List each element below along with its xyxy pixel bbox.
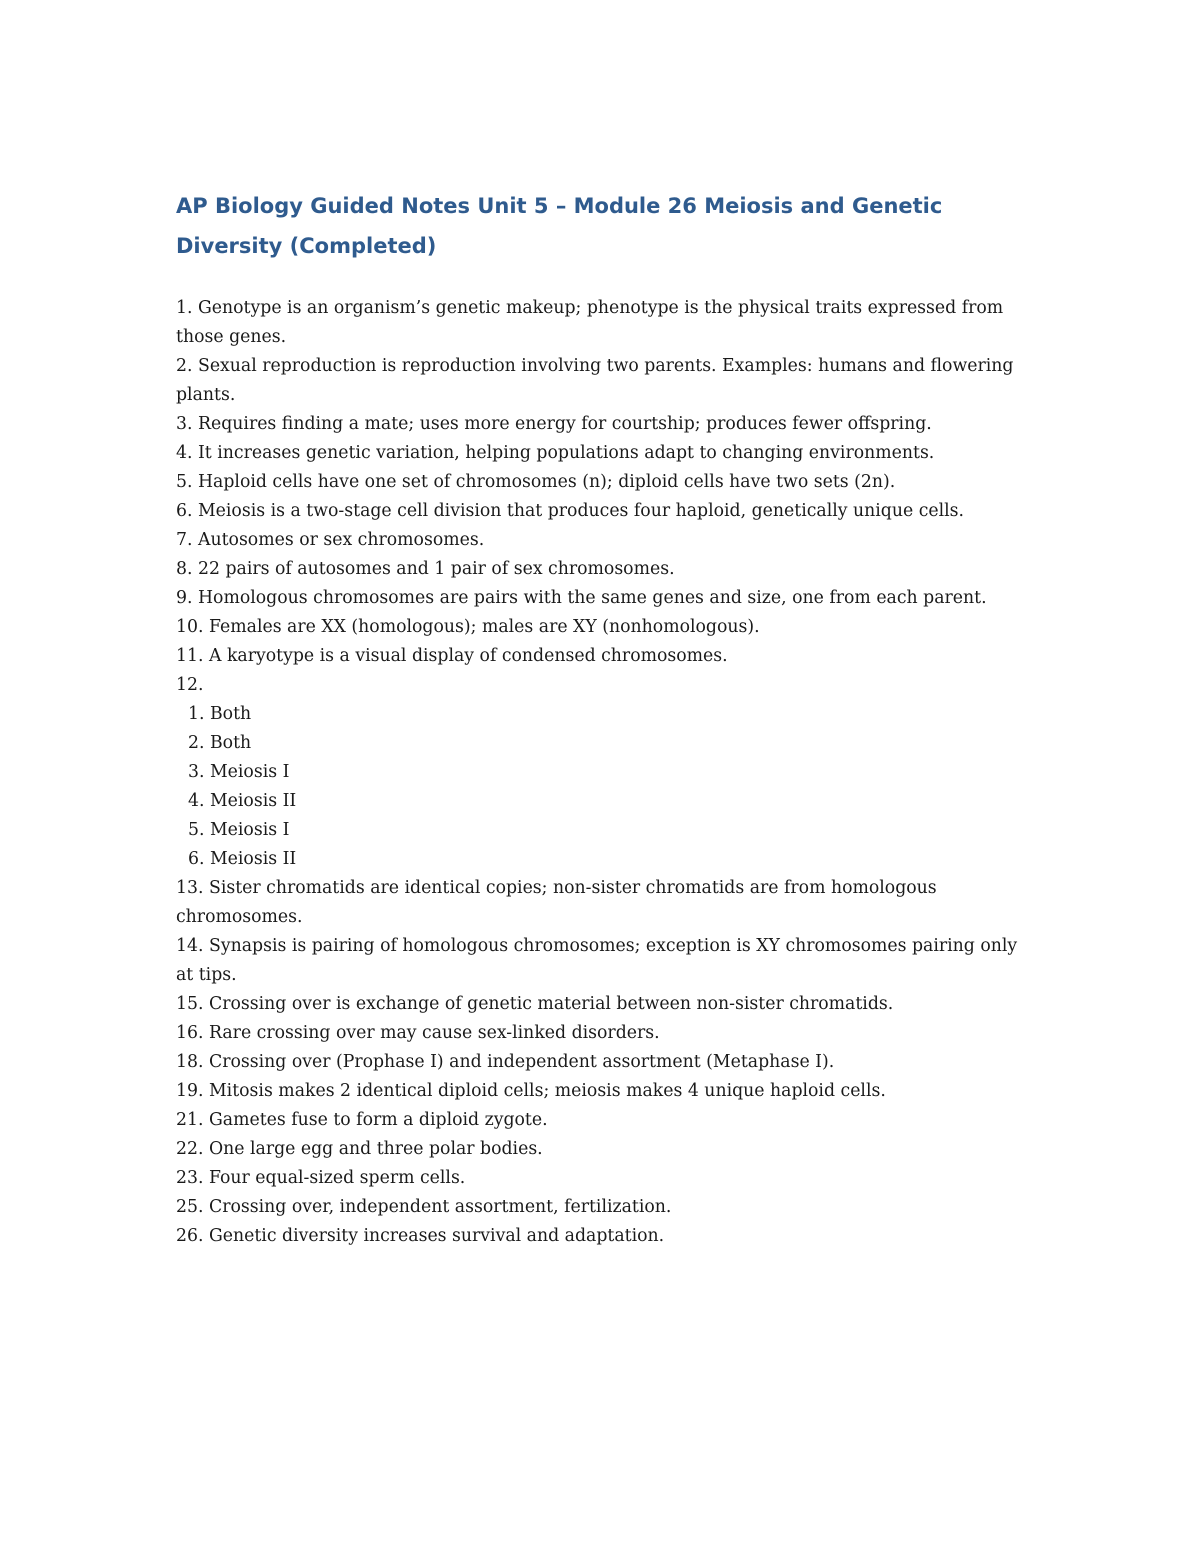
list-item: 2. Sexual reproduction is reproduction involving two parents. Examples: humans and flowering plants. (176, 356, 1014, 405)
list-item: 7. Autosomes or sex chromosomes. (176, 530, 485, 550)
list-item: 3. Requires finding a mate; uses more energy for courtship; produces fewer offspring. (176, 414, 932, 434)
sub-list-item: 4. Meiosis II (188, 791, 297, 811)
list-item: 22. One large egg and three polar bodies. (176, 1139, 543, 1159)
list-item: 13. Sister chromatids are identical copies; non-sister chromatids are from homologous chromosomes. (176, 878, 937, 927)
sub-list-item: 3. Meiosis I (188, 762, 290, 782)
list-item: 19. Mitosis makes 2 identical diploid cells; meiosis makes 4 unique haploid cells. (176, 1081, 886, 1101)
list-item: 21. Gametes fuse to form a diploid zygote. (176, 1110, 548, 1130)
list-item: 5. Haploid cells have one set of chromosomes (n); diploid cells have two sets (2n). (176, 472, 896, 492)
list-item: 15. Crossing over is exchange of genetic material between non-sister chromatids. (176, 994, 894, 1014)
list-item: 4. It increases genetic variation, helping populations adapt to changing environments. (176, 443, 935, 463)
list-item: 9. Homologous chromosomes are pairs with the same genes and size, one from each parent. (176, 588, 987, 608)
sub-list-item: 2. Both (188, 733, 252, 753)
list-item: 23. Four equal-sized sperm cells. (176, 1168, 466, 1188)
sub-list-item: 1. Both (188, 704, 252, 724)
sub-list (176, 700, 1036, 874)
list-item: 6. Meiosis is a two-stage cell division that produces four haploid, genetically unique cells. (176, 501, 965, 521)
list-item: 8. 22 pairs of autosomes and 1 pair of sex chromosomes. (176, 559, 675, 579)
notes-list (176, 294, 1036, 1251)
list-item: 11. A karyotype is a visual display of condensed chromosomes. (176, 646, 728, 666)
list-item-label: 12. (176, 675, 204, 695)
list-item: 26. Genetic diversity increases survival and adaptation. (176, 1226, 665, 1246)
sub-list-item: 6. Meiosis II (188, 849, 297, 869)
list-item: 25. Crossing over, independent assortment, fertilization. (176, 1197, 672, 1217)
list-item-12 (176, 671, 1036, 874)
list-item: 14. Synapsis is pairing of homologous chromosomes; exception is XY chromosomes pairing only at tips. (176, 936, 1018, 985)
sub-list-item: 5. Meiosis I (188, 820, 290, 840)
list-item: 16. Rare crossing over may cause sex-linked disorders. (176, 1023, 660, 1043)
page-title: AP Biology Guided Notes Unit 5 – Module 26 Meiosis and Genetic Diversity (Completed) (176, 194, 943, 258)
list-item: 1. Genotype is an organism’s genetic makeup; phenotype is the physical traits expressed from those genes. (176, 298, 1004, 347)
list-item: 18. Crossing over (Prophase I) and independent assortment (Metaphase I). (176, 1052, 835, 1072)
list-item: 10. Females are XX (homologous); males are XY (nonhomologous). (176, 617, 760, 637)
